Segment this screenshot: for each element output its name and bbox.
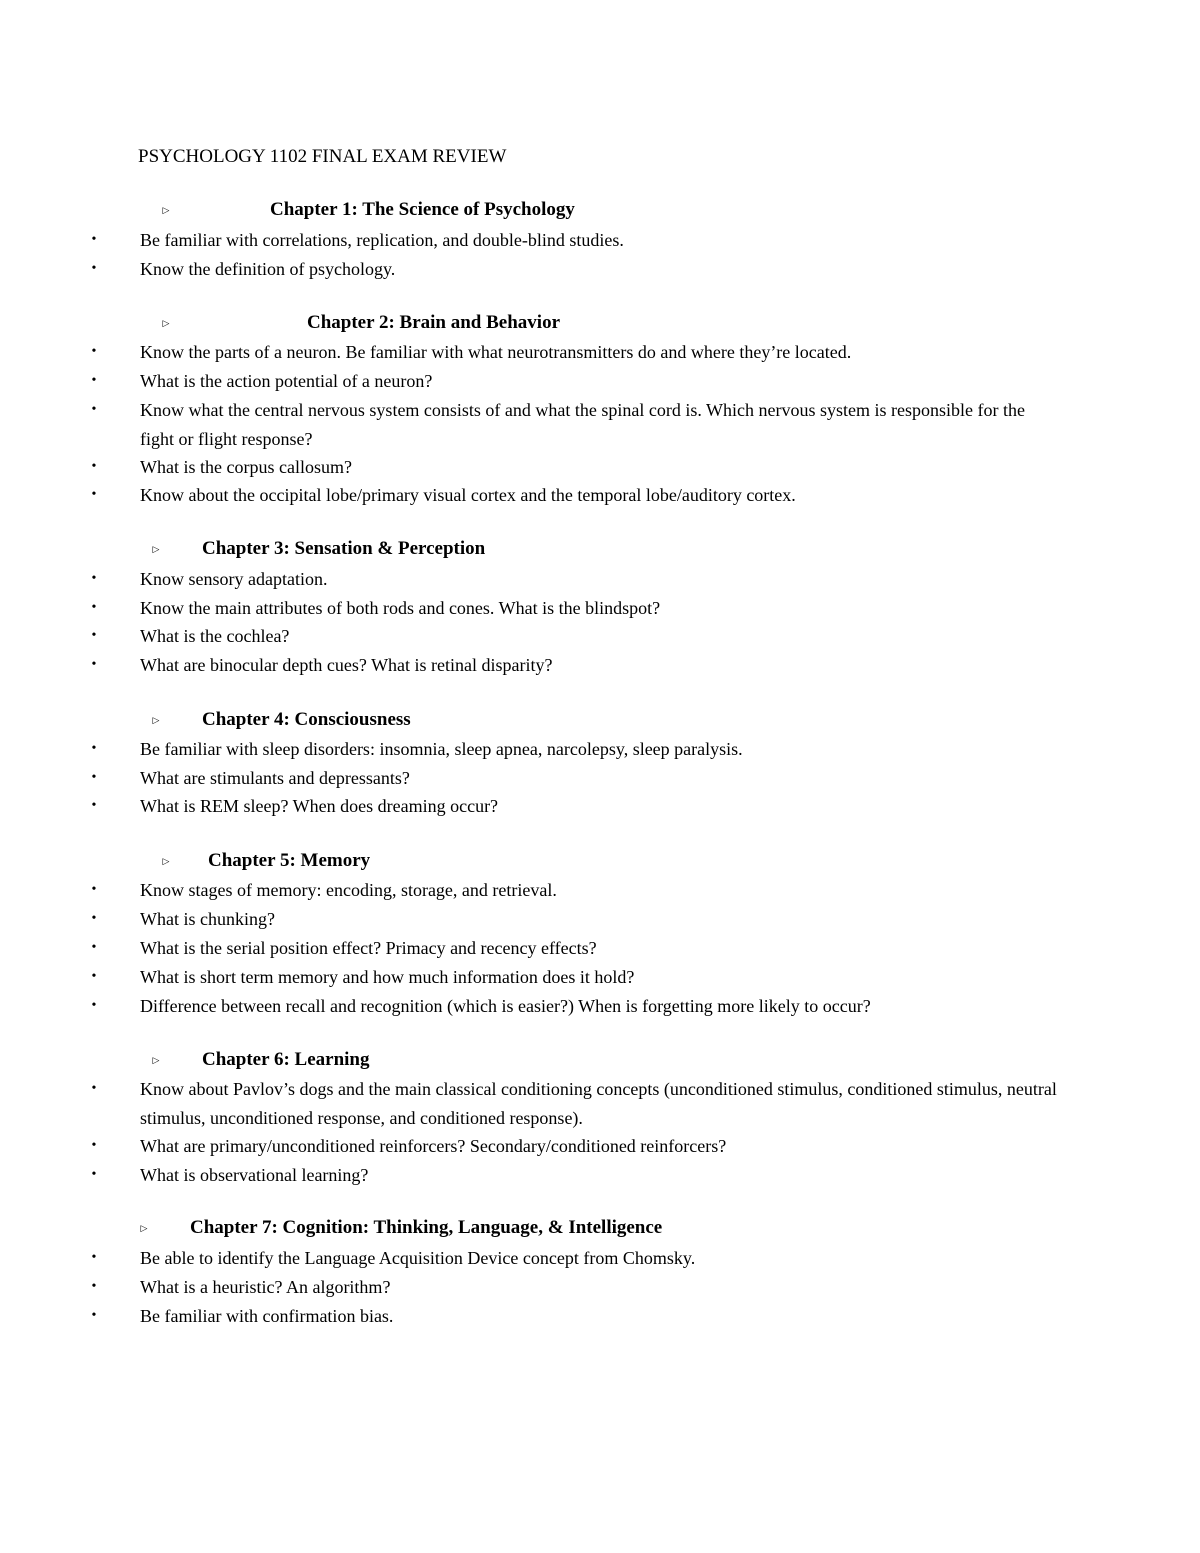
list-item-text: Know the definition of psychology. [140,259,396,279]
bullet-icon: • [91,882,97,897]
arrow-outline-icon: ▷ [140,1223,148,1233]
arrow-outline-icon: ▷ [162,205,170,215]
bullet-icon: • [91,940,97,955]
bullet-icon: • [91,741,97,756]
bullet-icon: • [91,232,97,247]
list-item-text: What are binocular depth cues? What is retinal disparity? [140,655,553,675]
list-item-text: Know about Pavlov’s dogs and the main classical conditioning concepts (unconditioned stimulus, conditioned stimulus, neutral stimulus, unconditioned response, and conditioned response). [140,1079,1057,1128]
bullet-icon: • [91,1138,97,1153]
list-item-text: Be familiar with confirmation bias. [140,1306,394,1326]
list-item-text: Be familiar with sleep disorders: insomnia, sleep apnea, narcolepsy, sleep paralysis. [140,739,743,759]
list-item-text: Know what the central nervous system consists of and what the spinal cord is. Which nervous system is responsible for the fight or flight response? [140,400,1025,449]
bullet-icon: • [91,402,97,417]
bullet-icon: • [91,798,97,813]
chapter-heading-text: Chapter 2: Brain and Behavior [307,312,561,333]
bullet-icon: • [91,571,97,586]
bullet-icon: • [91,1279,97,1294]
arrow-outline-icon: ▷ [152,1055,160,1065]
list-item-text: What is the serial position effect? Primacy and recency effects? [140,938,597,958]
list-item-text: Know sensory adaptation. [140,569,328,589]
list-item-text: Be familiar with correlations, replication, and double-blind studies. [140,230,624,250]
bullet-icon: • [91,261,97,276]
list-item-text: What is observational learning? [140,1165,369,1185]
arrow-outline-icon: ▷ [152,715,160,725]
bullet-icon: • [91,969,97,984]
bullet-icon: • [91,1081,97,1096]
arrow-outline-icon: ▷ [162,856,170,866]
bullet-icon: • [91,487,97,502]
list-item-text: What is the cochlea? [140,626,290,646]
list-item-text: What are primary/unconditioned reinforcers? Secondary/conditioned reinforcers? [140,1136,727,1156]
list-item-text: Difference between recall and recognition (which is easier?) When is forgetting more likely to occur? [140,996,871,1016]
list-item-text: What is the action potential of a neuron? [140,371,433,391]
bullet-icon: • [91,373,97,388]
bullet-icon: • [91,657,97,672]
bullet-icon: • [91,1167,97,1182]
bullet-icon: • [91,600,97,615]
bullet-icon: • [91,998,97,1013]
bullet-icon: • [91,1250,97,1265]
chapter-heading-text: Chapter 5: Memory [208,850,371,871]
chapter-heading-text: Chapter 1: The Science of Psychology [270,199,575,220]
arrow-outline-icon: ▷ [152,544,160,554]
list-item-text: Know the main attributes of both rods and cones. What is the blindspot? [140,598,661,618]
bullet-icon: • [91,770,97,785]
list-item-text: What is REM sleep? When does dreaming occur? [140,796,499,816]
chapter-heading-text: Chapter 3: Sensation & Perception [202,538,486,559]
list-item-text: What is the corpus callosum? [140,457,352,477]
list-item-text: What is a heuristic? An algorithm? [140,1277,391,1297]
list-item-text: Know about the occipital lobe/primary visual cortex and the temporal lobe/auditory cortex. [140,485,796,505]
list-item-text: Know stages of memory: encoding, storage, and retrieval. [140,880,557,900]
bullet-icon: • [91,459,97,474]
bullet-icon: • [91,344,97,359]
chapter-heading-text: Chapter 6: Learning [202,1049,370,1070]
bullet-icon: • [91,1308,97,1323]
bullet-icon: • [91,628,97,643]
list-item-text: Know the parts of a neuron. Be familiar with what neurotransmitters do and where they’re located. [140,342,852,362]
list-item-text: What are stimulants and depressants? [140,768,410,788]
list-item-text: Be able to identify the Language Acquisition Device concept from Chomsky. [140,1248,696,1268]
list-item-text: What is short term memory and how much information does it hold? [140,967,635,987]
chapter-heading-text: Chapter 4: Consciousness [202,709,411,730]
arrow-outline-icon: ▷ [162,318,170,328]
document-title: PSYCHOLOGY 1102 FINAL EXAM REVIEW [138,146,507,167]
chapter-heading-text: Chapter 7: Cognition: Thinking, Language, & Intelligence [190,1217,663,1238]
bullet-icon: • [91,911,97,926]
list-item-text: What is chunking? [140,909,275,929]
